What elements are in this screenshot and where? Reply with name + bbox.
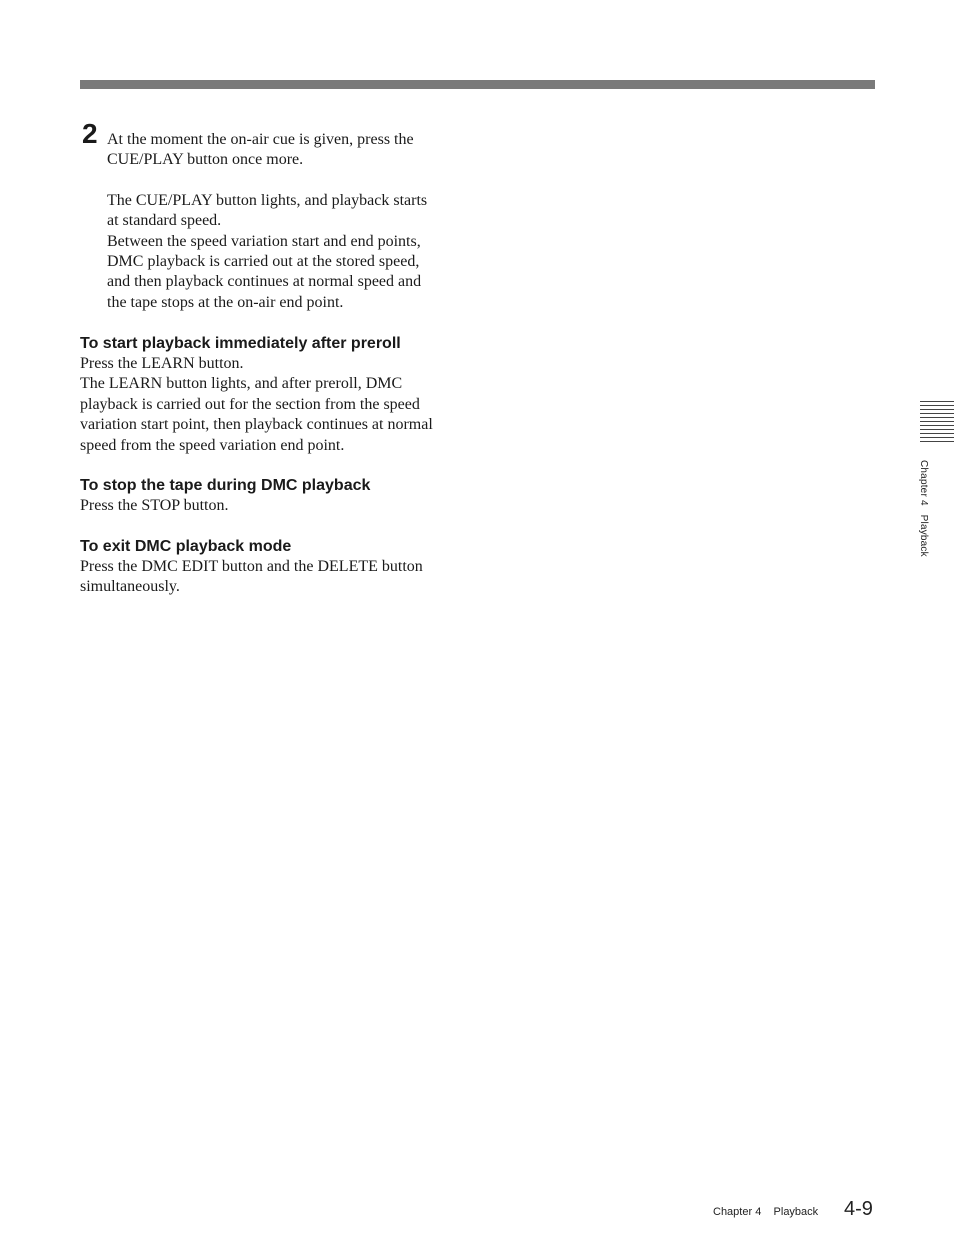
step-result-line: at standard speed.: [107, 212, 222, 230]
page-number: 4-9: [844, 1198, 873, 1220]
step-result-line: and then playback continues at normal speed and: [107, 273, 422, 291]
step-number: 2: [82, 118, 98, 149]
step-result-line: Between the speed variation start and end points,: [107, 232, 421, 250]
step-line: At the moment the on-air cue is given, press the: [107, 131, 414, 148]
section-heading: To stop the tape during DMC playback: [80, 477, 371, 494]
footer-chapter-label: Chapter 4 Playback: [713, 1206, 819, 1218]
section-exit-mode: [80, 537, 470, 598]
section-stop-tape: [80, 476, 470, 516]
section-line: variation start point, then playback continues at normal: [80, 416, 433, 434]
step-result-line: The CUE/PLAY button lights, and playback starts: [107, 191, 428, 209]
section-line: Press the DMC EDIT button and the DELETE button: [80, 558, 423, 575]
step-line: CUE/PLAY button once more.: [107, 151, 304, 169]
chapter-side-tab: Chapter 4 Playback: [918, 460, 929, 557]
step-result-line: DMC playback is carried out at the stored speed,: [107, 253, 420, 271]
section-line: speed from the speed variation end point.: [80, 436, 345, 454]
section-heading: To start playback immediately after preroll: [80, 335, 401, 352]
section-line: simultaneously.: [80, 578, 180, 596]
step-result-line: the tape stops at the on-air end point.: [107, 293, 344, 311]
section-line: Press the LEARN button.: [80, 355, 244, 372]
step-text: [107, 130, 467, 313]
section-line: playback is carried out for the section from the speed: [80, 395, 420, 413]
chapter-tab-lines: [920, 401, 954, 445]
section-heading: To exit DMC playback mode: [80, 538, 292, 555]
section-start-playback: [80, 334, 470, 456]
top-rule: [80, 80, 875, 89]
section-line: The LEARN button lights, and after preroll, DMC: [80, 375, 403, 393]
section-line: Press the STOP button.: [80, 497, 229, 514]
